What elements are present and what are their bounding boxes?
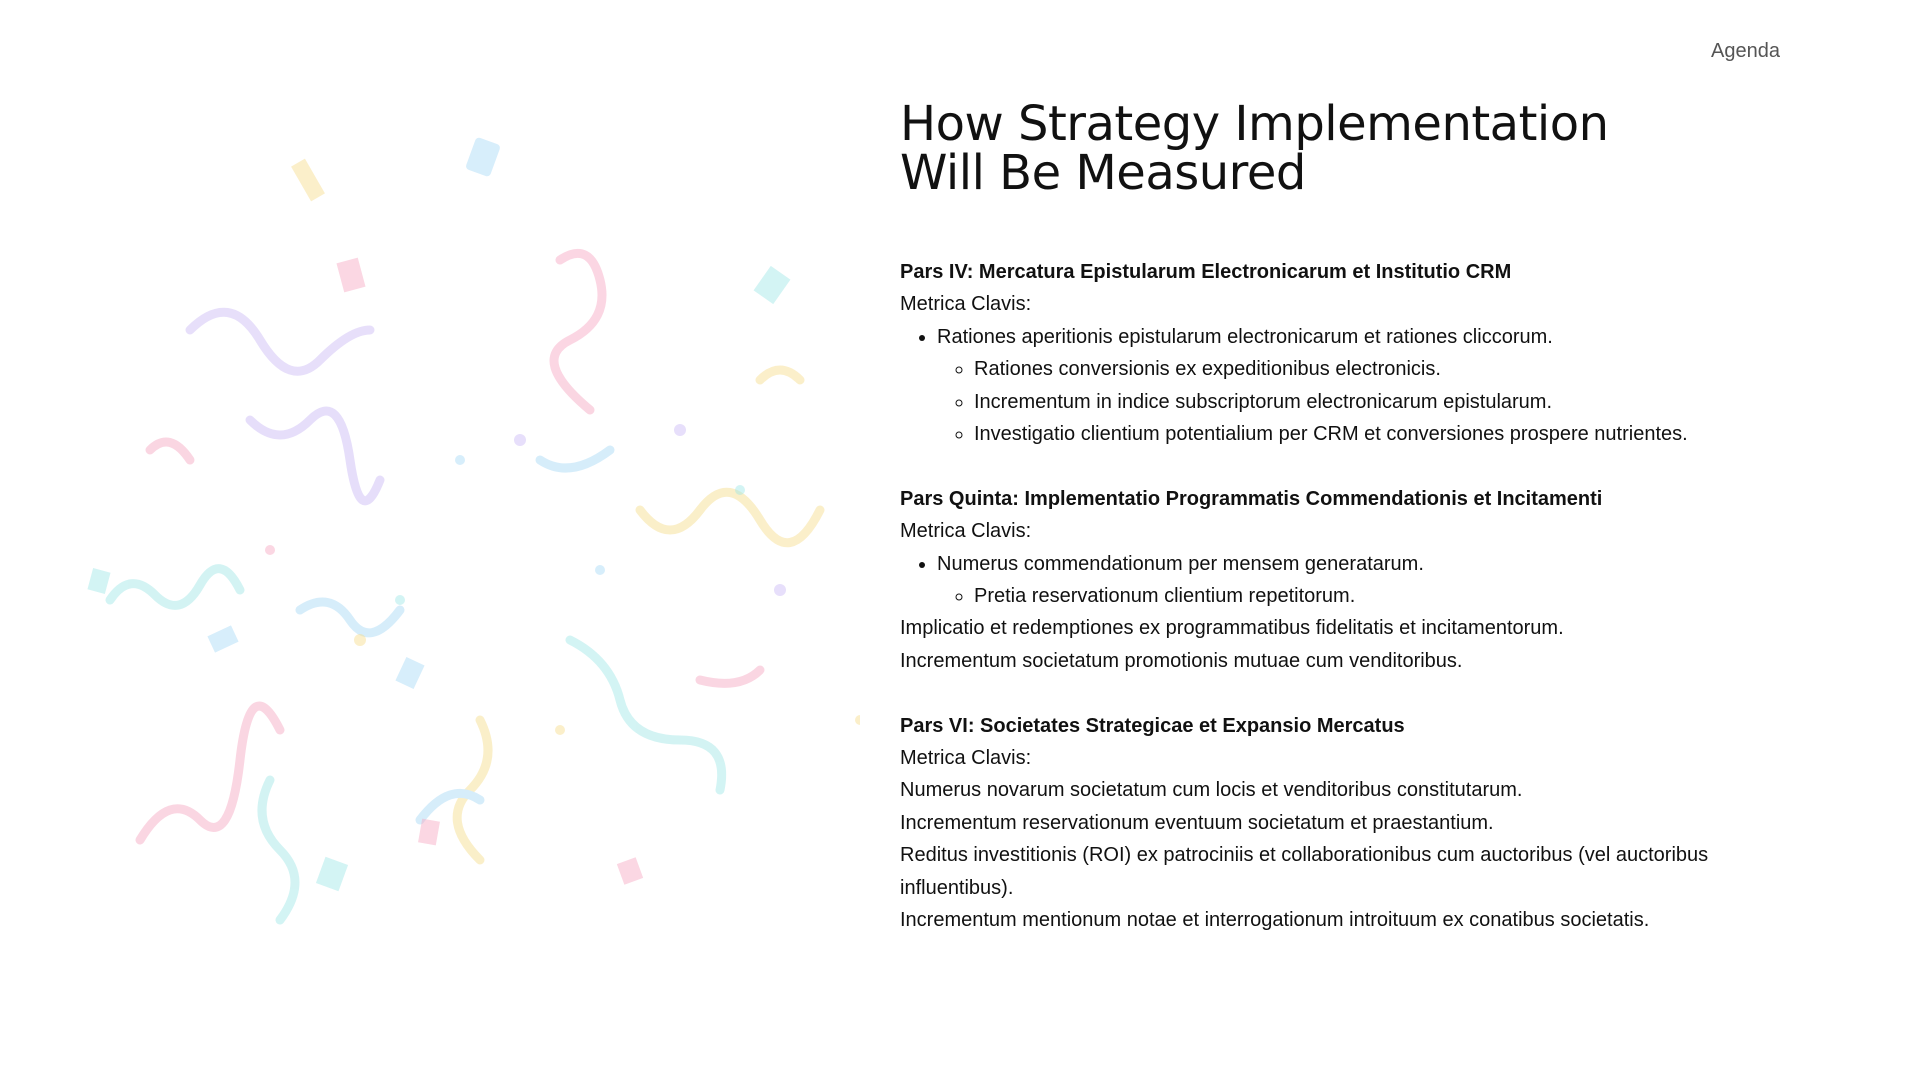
confetti-dot [514,434,526,446]
slide-title-line-2: Will Be Measured [900,145,1306,201]
confetti-piece [336,258,365,293]
sub-list-item: ◦ Incrementum in indice subscriptorum electronicarum epistularum. [974,386,1760,418]
confetti-illustration [0,120,860,980]
confetti-ribbon [540,450,610,468]
slide-body [900,256,1760,969]
confetti-ribbon [760,370,800,380]
list-item [937,321,1760,451]
section-heading: Pars IV: Mercatura Epistularum Electronicarum et Institutio CRM [900,261,1512,283]
metric-list [900,548,1760,613]
confetti-dot [395,595,405,605]
confetti-ribbon [640,492,820,543]
confetti-piece [754,266,791,304]
confetti-piece [617,857,643,885]
metric-line: Incrementum reservationum eventuum societatum et praestantium. [900,811,1494,834]
metric-label: Metrica Clavis: [900,293,1032,316]
confetti-ribbon [420,793,480,820]
section-pars-vi [900,710,1760,937]
confetti-ribbon [700,670,760,683]
sub-list-item: ◦ Rationes conversionis ex expeditionibus electronicis. [974,353,1760,385]
confetti-dot [674,424,686,436]
confetti-ribbon [300,602,400,633]
confetti-piece [465,137,501,178]
metric-label: Metrica Clavis: [900,520,1032,543]
agenda-link[interactable]: Agenda [1711,40,1780,62]
section-heading: Pars VI: Societates Strategicae et Expansio Mercatus [900,714,1405,737]
section-pars-quinta [900,483,1760,677]
section-heading: Pars Quinta: Implementatio Programmatis Commendationis et Incitamenti [900,487,1603,510]
metric-line: Implicatio et redemptiones ex programmatibus fidelitatis et incitamentorum. [900,617,1564,640]
list-item-text: Rationes aperitionis epistularum electronicarum et rationes cliccorum. [937,325,1553,348]
confetti-dot [555,725,565,735]
confetti-ribbon [554,253,602,410]
slide-title [900,96,1800,201]
slide-title-line-1: How Strategy Implementation [900,96,1609,152]
confetti-dot [265,545,275,555]
section-pars-iv [900,256,1760,450]
sub-list-item: ◦ Pretia reservationum clientium repetitorum. [974,580,1760,612]
confetti-ribbon [570,640,722,790]
confetti-piece [316,857,348,892]
metric-line: Numerus novarum societatum cum locis et venditoribus constitutarum. [900,779,1523,802]
confetti-dot [735,485,745,495]
confetti-dot [455,455,465,465]
sub-list [937,353,1760,450]
confetti-piece [87,568,110,594]
confetti-ribbon [150,442,190,460]
sub-list-item: ◦ Investigatio clientium potentialium per CRM et conversiones prospere nutrientes. [974,418,1760,450]
confetti-ribbon [190,312,370,371]
confetti-piece [395,657,424,689]
confetti-dot [774,584,786,596]
confetti-dot [855,715,860,725]
sub-list [937,580,1760,612]
confetti-piece [291,159,325,202]
confetti-dot [354,634,366,646]
confetti-ribbon [250,411,380,501]
confetti-ribbon [110,569,240,606]
metric-line: Incrementum societatum promotionis mutuae cum venditoribus. [900,649,1463,672]
confetti-dot [595,565,605,575]
metric-line: Reditus investitionis (ROI) ex patrociniis et collaborationibus cum auctoribus (vel auctoribus influentibus). [900,844,1709,899]
list-item [937,548,1760,613]
metric-list [900,321,1760,451]
metric-label: Metrica Clavis: [900,747,1032,770]
confetti-piece [207,625,238,652]
confetti-ribbon [262,780,295,920]
metric-line: Incrementum mentionum notae et interrogationum introituum ex conatibus societatis. [900,909,1650,932]
list-item-text: Numerus commendationum per mensem generatarum. [937,552,1424,575]
